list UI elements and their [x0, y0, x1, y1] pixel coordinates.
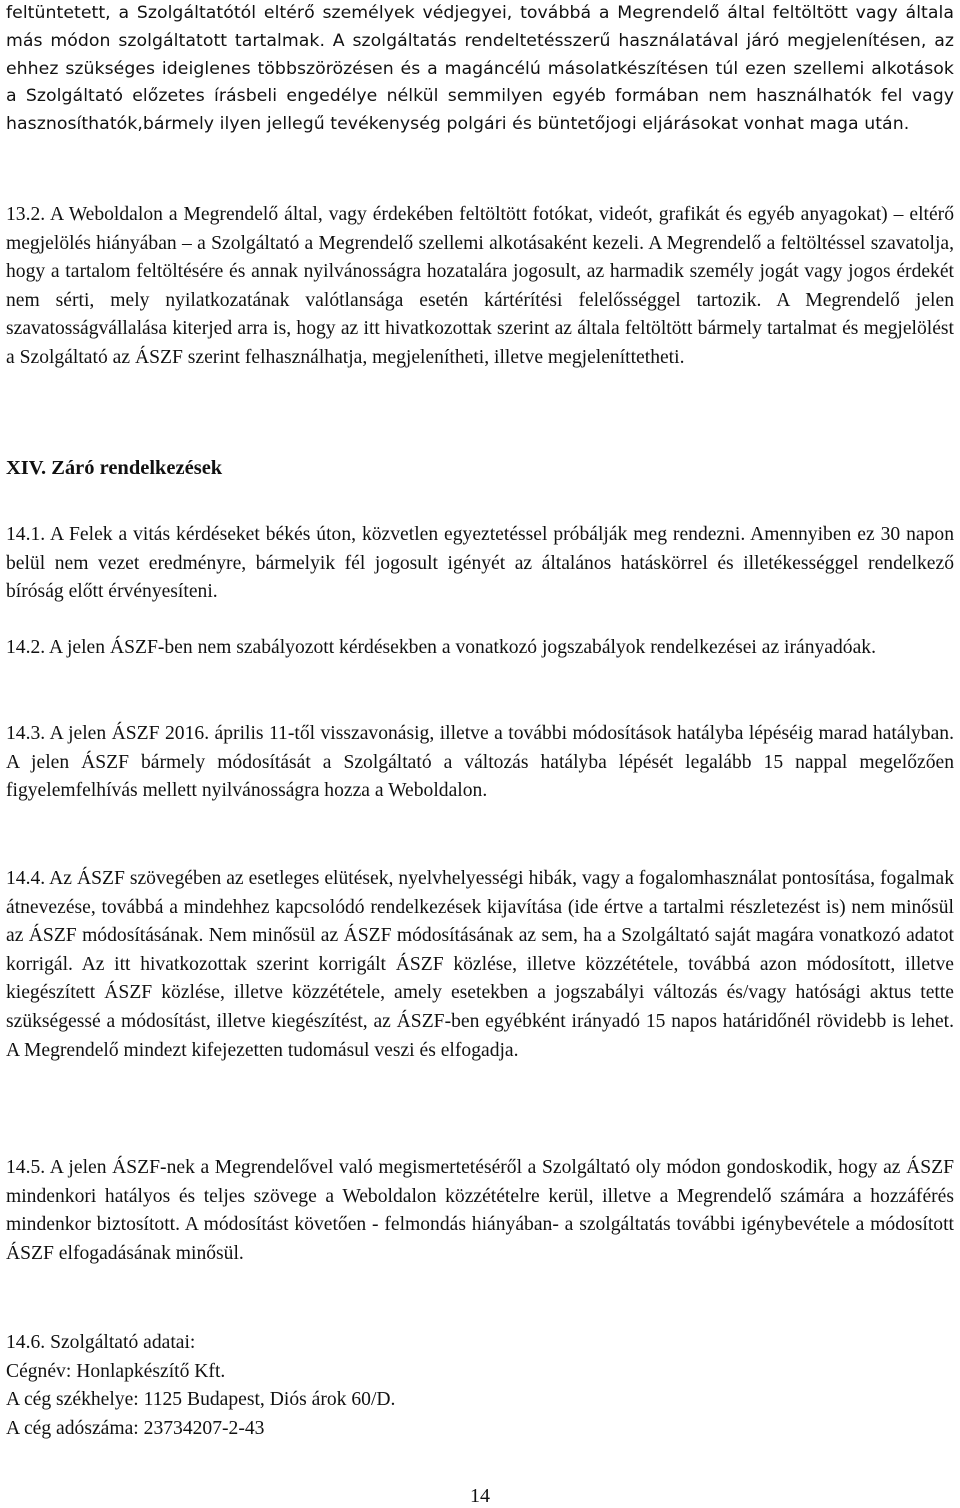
page-number: 14 — [470, 1485, 490, 1507]
company-tax-number: A cég adószáma: 23734207-2-43 — [6, 1417, 265, 1439]
section-xiv-heading: XIV. Záró rendelkezések — [6, 457, 223, 479]
provider-details — [6, 1329, 954, 1443]
section-14-2-paragraph: 14.2. A jelen ÁSZF-ben nem szabályozott kérdésekben a vonatkozó jogszabályok rendelkezései az irányadóak. — [6, 637, 876, 658]
section-13-2-paragraph: 13.2. A Weboldalon a Megrendelő által, vagy érdekében feltöltött fotókat, videót, grafikát és egyéb anyagokat) – eltérő megjelölés hiányában – a Szolgáltató a Megrendelő szellemi alkotásaként kezeli. A Megrendelő a feltöltéssel szavatolja, hogy a tartalom feltöltésére és annak nyilvánosságra hozatalára jogosult, az harmadik személy jogát vagy jogos érdekét nem sérti, mely nyilatkozatának valótlansága esetén kártérítési felelősséggel tartozik. A Megrendelő jelen szavatosságvállalása kiterjed arra is, hogy az itt hivatkozottak szerint az általa feltöltött bármely tartalmat és megjelölést a Szolgáltató az ÁSZF szerint felhasználhatja, megjelenítheti, illetve megjeleníttetheti. — [6, 204, 954, 368]
company-headquarters: A cég székhelye: 1125 Budapest, Diós árok 60/D. — [6, 1389, 396, 1411]
intro-paragraph: feltüntetett, a Szolgáltatótól eltérő személyek védjegyei, továbbá a Megrendelő által feltöltött vagy általa más módon szolgáltatott tartalmak. A szolgáltatás rendeltetésszerű használatával járó megjelenítésen, az ehhez szükséges ideiglenes többszörözésen és a magáncélú másolatkészítésen túl ezen szellemi alkotások a Szolgáltató előzetes írásbeli engedélye nélkül semmilyen egyéb formában nem használhatók fel vagy hasznosíthatók,bármely ilyen jellegű tevékenység polgári és büntetőjogi eljárásokat vonhat maga után. — [6, 3, 954, 135]
section-14-4-paragraph: 14.4. Az ÁSZF szövegében az esetleges elütések, nyelvhelyességi hibák, vagy a fogalomhasználat pontosítása, fogalmak átnevezése, továbbá a mindehhez kapcsolódó rendelkezések kijavítása (ide értve a tartalmi részletezést is) nem minősül az ÁSZF módosításának. Nem minősül az ÁSZF módosításának az sem, ha a Szolgáltató saját magára vonatkozó adatot korrigál. Az itt hivatkozottak szerint korrigált ÁSZF közlése, illetve közzététele, továbbá azon módosított, illetve kiegészített ÁSZF közlése, illetve közzététele, amely esetekben a jogszabályi változás és/vagy hatósági aktus tette szükségessé a módosítást, illetve kiegészítést, az ÁSZF-ben egyébként irányadó 15 napos határidőnél rövidebb is lehet. A Megrendelő mindezt kifejezetten tudomásul veszi és elfogadja. — [6, 868, 954, 1061]
company-name: Cégnév: Honlapkészítő Kft. — [6, 1360, 226, 1382]
section-14-1-paragraph: 14.1. A Felek a vitás kérdéseket békés úton, közvetlen egyeztetéssel próbálják meg rendezni. Amennyiben ez 30 napon belül nem vezet eredményre, bármelyik fél jogosult igényét az általános hatáskörrel és illetékességgel rendelkező bíróság előtt érvényesíteni. — [6, 524, 954, 603]
section-14-5-paragraph: 14.5. A jelen ÁSZF-nek a Megrendelővel való megismertetéséről a Szolgáltató oly módon gondoskodik, hogy az ÁSZF mindenkori hatályos és teljes szövege a Weboldalon közzétételre kerül, illetve a Megrendelő számára a hozzáférés mindenkor biztosított. A módosítást követően - felmondás hiányában- a szolgáltatás további igénybevétele a módosított ÁSZF elfogadásának minősül. — [6, 1157, 954, 1264]
provider-details-title: 14.6. Szolgáltató adatai: — [6, 1332, 196, 1353]
section-14-3-paragraph: 14.3. A jelen ÁSZF 2016. április 11-től visszavonásig, illetve a további módosítások hatályba lépéséig marad hatályban. A jelen ÁSZF bármely módosítását a Szolgáltató a változás hatályba lépését legalább 15 nappal megelőzően figyelemfelhívás mellett nyilvánosságra hozza a Weboldalon. — [6, 723, 954, 802]
